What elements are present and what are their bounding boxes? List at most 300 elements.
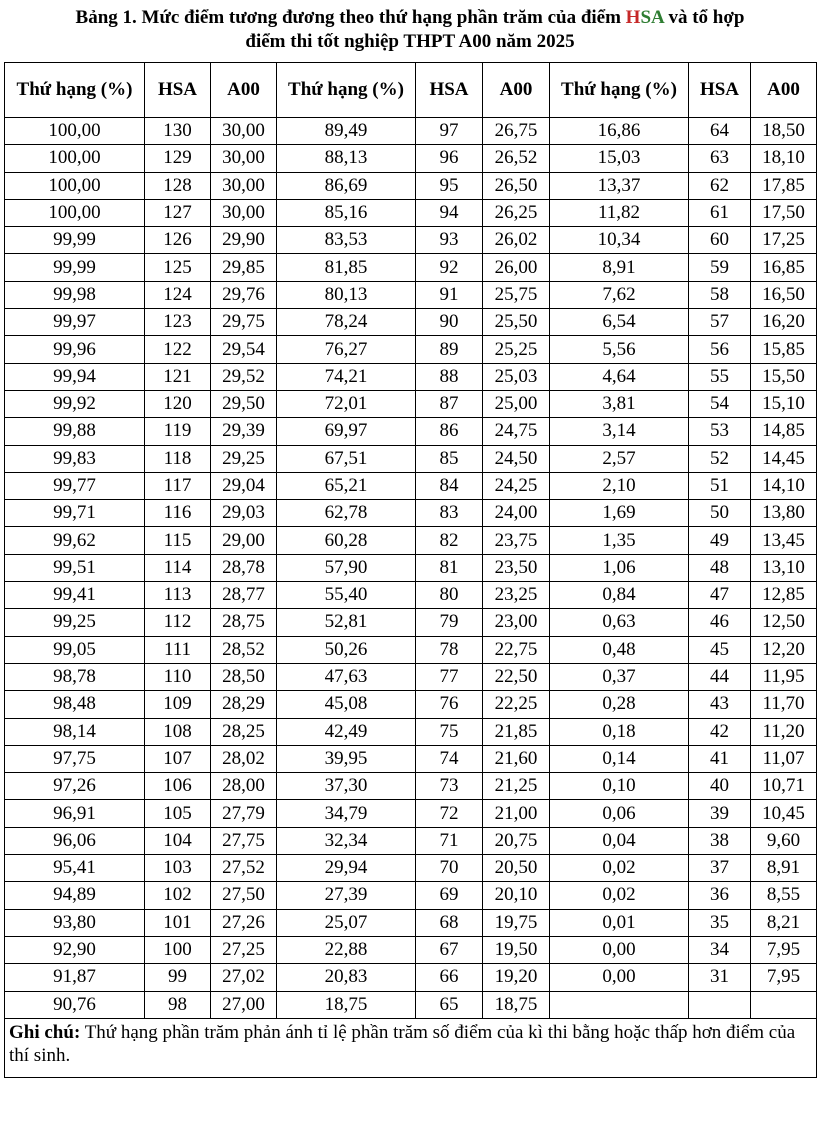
table-cell: 6,54: [550, 309, 689, 336]
table-cell: 28,75: [211, 609, 277, 636]
table-cell: 26,75: [483, 118, 550, 145]
table-cell: 29,76: [211, 281, 277, 308]
table-cell: 99,98: [5, 281, 145, 308]
table-cell: 124: [145, 281, 211, 308]
table-cell: 99,99: [5, 254, 145, 281]
table-cell: 26,52: [483, 145, 550, 172]
table-cell: 44: [689, 663, 751, 690]
table-cell: 52,81: [277, 609, 416, 636]
table-cell: 59: [689, 254, 751, 281]
table-cell: 63: [689, 145, 751, 172]
table-cell: 99,96: [5, 336, 145, 363]
table-cell: 0,00: [550, 936, 689, 963]
table-cell: 28,78: [211, 554, 277, 581]
table-cell: 53: [689, 418, 751, 445]
table-cell: 78: [416, 636, 483, 663]
table-row: [5, 554, 817, 581]
table-cell: 40: [689, 773, 751, 800]
table-cell: 64: [689, 118, 751, 145]
table-cell: 0,37: [550, 663, 689, 690]
table-cell: 121: [145, 363, 211, 390]
table-cell: 22,75: [483, 636, 550, 663]
table-cell: 81,85: [277, 254, 416, 281]
table-cell: 16,20: [751, 309, 817, 336]
table-cell: 29,25: [211, 445, 277, 472]
table-cell: 104: [145, 827, 211, 854]
table-cell: 16,86: [550, 118, 689, 145]
table-cell: 1,35: [550, 527, 689, 554]
table-cell: 75: [416, 718, 483, 745]
table-cell: 31: [689, 964, 751, 991]
header-hsa: HSA: [689, 63, 751, 118]
table-cell: 109: [145, 691, 211, 718]
table-cell: 0,63: [550, 609, 689, 636]
table-cell: 27,50: [211, 882, 277, 909]
table-cell: 93,80: [5, 909, 145, 936]
table-cell: 26,50: [483, 172, 550, 199]
table-cell: 29,54: [211, 336, 277, 363]
table-cell: 32,34: [277, 827, 416, 854]
table-cell: 7,95: [751, 964, 817, 991]
table-cell: 0,18: [550, 718, 689, 745]
note-row: [5, 1018, 817, 1077]
table-cell: 90: [416, 309, 483, 336]
table-header-row: [5, 63, 817, 118]
table-cell: 0,10: [550, 773, 689, 800]
table-cell: 99,51: [5, 554, 145, 581]
table-cell: 18,75: [483, 991, 550, 1018]
table-cell: 13,10: [751, 554, 817, 581]
table-cell: 27,75: [211, 827, 277, 854]
table-cell: 27,25: [211, 936, 277, 963]
table-cell: 8,91: [751, 855, 817, 882]
table-cell: 69,97: [277, 418, 416, 445]
table-cell: 21,00: [483, 800, 550, 827]
table-cell: 99,94: [5, 363, 145, 390]
table-row: [5, 663, 817, 690]
table-row: [5, 745, 817, 772]
table-cell: 24,75: [483, 418, 550, 445]
table-cell: 92,90: [5, 936, 145, 963]
table-row: [5, 718, 817, 745]
table-cell: 12,50: [751, 609, 817, 636]
table-row: [5, 609, 817, 636]
hsa-letter-s: S: [640, 7, 652, 28]
table-cell: 13,37: [550, 172, 689, 199]
table-cell: 97: [416, 118, 483, 145]
table-cell: 24,00: [483, 500, 550, 527]
table-cell: 21,85: [483, 718, 550, 745]
table-cell: 23,00: [483, 609, 550, 636]
table-row: [5, 472, 817, 499]
table-cell: 29,90: [211, 227, 277, 254]
table-cell: 72,01: [277, 390, 416, 417]
table-cell: 28,77: [211, 582, 277, 609]
table-row: [5, 500, 817, 527]
table-cell: 4,64: [550, 363, 689, 390]
table-row: [5, 336, 817, 363]
table-cell: 11,07: [751, 745, 817, 772]
table-cell: 80,13: [277, 281, 416, 308]
table-cell: 90,76: [5, 991, 145, 1018]
table-cell: 16,85: [751, 254, 817, 281]
table-cell: 26,02: [483, 227, 550, 254]
table-row: [5, 145, 817, 172]
table-cell: 82: [416, 527, 483, 554]
table-cell: 76: [416, 691, 483, 718]
table-cell: 25,75: [483, 281, 550, 308]
table-cell: 15,85: [751, 336, 817, 363]
table-cell: 29,00: [211, 527, 277, 554]
table-cell: 45: [689, 636, 751, 663]
table-cell: 117: [145, 472, 211, 499]
table-cell: 99,92: [5, 390, 145, 417]
table-row: [5, 390, 817, 417]
table-cell: 102: [145, 882, 211, 909]
table-cell: 72: [416, 800, 483, 827]
table-cell: 39,95: [277, 745, 416, 772]
table-cell: 46: [689, 609, 751, 636]
table-cell: [550, 991, 689, 1018]
table-row: [5, 418, 817, 445]
table-cell: 67: [416, 936, 483, 963]
table-cell: 93: [416, 227, 483, 254]
table-cell: 129: [145, 145, 211, 172]
table-cell: 1,06: [550, 554, 689, 581]
table-cell: 86,69: [277, 172, 416, 199]
table-cell: 86: [416, 418, 483, 445]
table-cell: 39: [689, 800, 751, 827]
table-cell: 28,02: [211, 745, 277, 772]
table-cell: 17,85: [751, 172, 817, 199]
table-cell: 55: [689, 363, 751, 390]
note-text: Thứ hạng phần trăm phản ánh tỉ lệ phần trăm số điểm của kì thi bằng hoặc thấp hơn điểm của thí sinh.: [9, 1021, 796, 1066]
table-cell: 119: [145, 418, 211, 445]
table-row: [5, 936, 817, 963]
table-cell: 42: [689, 718, 751, 745]
table-cell: 10,45: [751, 800, 817, 827]
table-cell: 41: [689, 745, 751, 772]
table-cell: 27,52: [211, 855, 277, 882]
table-cell: 20,50: [483, 855, 550, 882]
table-cell: 0,02: [550, 882, 689, 909]
table-cell: 99,83: [5, 445, 145, 472]
table-cell: 94: [416, 199, 483, 226]
table-cell: 12,20: [751, 636, 817, 663]
table-cell: 12,85: [751, 582, 817, 609]
table-cell: 30,00: [211, 199, 277, 226]
table-cell: 21,60: [483, 745, 550, 772]
table-cell: 20,10: [483, 882, 550, 909]
table-cell: 68: [416, 909, 483, 936]
table-row: [5, 172, 817, 199]
table-cell: 11,95: [751, 663, 817, 690]
table-cell: 38: [689, 827, 751, 854]
table-cell: 10,71: [751, 773, 817, 800]
table-cell: 28,29: [211, 691, 277, 718]
table-body: [5, 118, 817, 1019]
table-cell: 120: [145, 390, 211, 417]
table-cell: 125: [145, 254, 211, 281]
table-cell: 62: [689, 172, 751, 199]
table-cell: 88: [416, 363, 483, 390]
table-cell: 127: [145, 199, 211, 226]
table-cell: 25,25: [483, 336, 550, 363]
table-cell: 34,79: [277, 800, 416, 827]
table-cell: 22,25: [483, 691, 550, 718]
table-row: [5, 281, 817, 308]
table-cell: 83: [416, 500, 483, 527]
table-row: [5, 227, 817, 254]
table-cell: 99,88: [5, 418, 145, 445]
table-cell: 25,07: [277, 909, 416, 936]
table-cell: 114: [145, 554, 211, 581]
table-cell: 50: [689, 500, 751, 527]
table-cell: 29,94: [277, 855, 416, 882]
table-cell: [689, 991, 751, 1018]
table-cell: 99,99: [5, 227, 145, 254]
table-cell: 23,75: [483, 527, 550, 554]
table-cell: 116: [145, 500, 211, 527]
table-cell: 34: [689, 936, 751, 963]
table-cell: 60,28: [277, 527, 416, 554]
table-cell: 74: [416, 745, 483, 772]
table-row: [5, 363, 817, 390]
table-cell: 123: [145, 309, 211, 336]
table-cell: 2,57: [550, 445, 689, 472]
table-cell: 0,14: [550, 745, 689, 772]
table-cell: 48: [689, 554, 751, 581]
table-cell: 78,24: [277, 309, 416, 336]
table-cell: 30,00: [211, 118, 277, 145]
table-cell: 28,00: [211, 773, 277, 800]
table-cell: 25,00: [483, 390, 550, 417]
title-line-1: Bảng 1. Mức điểm tương đương theo thứ hạng phần trăm của điểm HSA và tổ hợp: [75, 7, 745, 28]
table-cell: 0,00: [550, 964, 689, 991]
header-hsa: HSA: [416, 63, 483, 118]
table-cell: 50,26: [277, 636, 416, 663]
table-cell: 77: [416, 663, 483, 690]
table-row: [5, 800, 817, 827]
table-row: [5, 309, 817, 336]
table-cell: 19,20: [483, 964, 550, 991]
header-a00: A00: [751, 63, 817, 118]
table-cell: 71: [416, 827, 483, 854]
table-cell: 20,75: [483, 827, 550, 854]
table-cell: 0,28: [550, 691, 689, 718]
table-cell: 97,26: [5, 773, 145, 800]
table-cell: 7,62: [550, 281, 689, 308]
table-cell: 47: [689, 582, 751, 609]
table-cell: 89: [416, 336, 483, 363]
table-cell: 113: [145, 582, 211, 609]
table-cell: 65: [416, 991, 483, 1018]
table-cell: 56: [689, 336, 751, 363]
table-cell: 37: [689, 855, 751, 882]
table-cell: 100,00: [5, 199, 145, 226]
table-cell: 49: [689, 527, 751, 554]
table-cell: 94,89: [5, 882, 145, 909]
table-cell: 27,39: [277, 882, 416, 909]
table-cell: 107: [145, 745, 211, 772]
table-cell: 43: [689, 691, 751, 718]
table-cell: 13,45: [751, 527, 817, 554]
table-cell: 14,85: [751, 418, 817, 445]
table-cell: 1,69: [550, 500, 689, 527]
table-row: [5, 882, 817, 909]
table-cell: 24,25: [483, 472, 550, 499]
table-cell: 92: [416, 254, 483, 281]
table-cell: 7,95: [751, 936, 817, 963]
table-cell: 19,50: [483, 936, 550, 963]
table-cell: 95,41: [5, 855, 145, 882]
title-line-2: điểm thi tốt nghiệp THPT A00 năm 2025: [245, 31, 575, 52]
table-cell: 105: [145, 800, 211, 827]
table-cell: 69: [416, 882, 483, 909]
table-cell: 24,50: [483, 445, 550, 472]
table-cell: 115: [145, 527, 211, 554]
table-cell: 30,00: [211, 145, 277, 172]
table-cell: 13,80: [751, 500, 817, 527]
table-cell: 8,91: [550, 254, 689, 281]
table-cell: 99,77: [5, 472, 145, 499]
table-cell: 99,97: [5, 309, 145, 336]
table-cell: 3,14: [550, 418, 689, 445]
table-cell: 98: [145, 991, 211, 1018]
table-cell: 3,81: [550, 390, 689, 417]
table-cell: 99,05: [5, 636, 145, 663]
table-cell: 11,20: [751, 718, 817, 745]
table-cell: 29,75: [211, 309, 277, 336]
table-cell: 14,10: [751, 472, 817, 499]
table-cell: 130: [145, 118, 211, 145]
table-cell: 84: [416, 472, 483, 499]
table-cell: 19,75: [483, 909, 550, 936]
table-cell: 17,50: [751, 199, 817, 226]
table-cell: 79: [416, 609, 483, 636]
table-cell: 36: [689, 882, 751, 909]
table-cell: 70: [416, 855, 483, 882]
table-cell: 18,75: [277, 991, 416, 1018]
table-cell: 15,10: [751, 390, 817, 417]
header-rank: Thứ hạng (%): [277, 63, 416, 118]
table-cell: 111: [145, 636, 211, 663]
table-cell: 95: [416, 172, 483, 199]
table-cell: 91: [416, 281, 483, 308]
table-cell: 28,25: [211, 718, 277, 745]
table-title: [0, 6, 820, 54]
table-cell: 27,26: [211, 909, 277, 936]
table-cell: 85: [416, 445, 483, 472]
table-cell: 83,53: [277, 227, 416, 254]
table-cell: 45,08: [277, 691, 416, 718]
table-cell: 110: [145, 663, 211, 690]
table-cell: 30,00: [211, 172, 277, 199]
table-cell: 54: [689, 390, 751, 417]
table-cell: 98,14: [5, 718, 145, 745]
table-cell: 16,50: [751, 281, 817, 308]
table-cell: 2,10: [550, 472, 689, 499]
table-cell: 27,02: [211, 964, 277, 991]
table-cell: 89,49: [277, 118, 416, 145]
table-cell: 25,03: [483, 363, 550, 390]
table-cell: 55,40: [277, 582, 416, 609]
table-cell: 0,02: [550, 855, 689, 882]
table-cell: [751, 991, 817, 1018]
table-cell: 29,03: [211, 500, 277, 527]
table-cell: 97,75: [5, 745, 145, 772]
table-row: [5, 254, 817, 281]
table-cell: 29,50: [211, 390, 277, 417]
table-cell: 27,00: [211, 991, 277, 1018]
table-cell: 0,01: [550, 909, 689, 936]
table-cell: 91,87: [5, 964, 145, 991]
table-cell: 73: [416, 773, 483, 800]
table-cell: 76,27: [277, 336, 416, 363]
header-a00: A00: [483, 63, 550, 118]
table-cell: 18,10: [751, 145, 817, 172]
table-cell: 61: [689, 199, 751, 226]
table-cell: 100,00: [5, 172, 145, 199]
header-rank: Thứ hạng (%): [5, 63, 145, 118]
table-row: [5, 636, 817, 663]
table-cell: 8,55: [751, 882, 817, 909]
hsa-letter-a: A: [651, 7, 664, 28]
table-cell: 14,45: [751, 445, 817, 472]
table-cell: 67,51: [277, 445, 416, 472]
table-cell: 128: [145, 172, 211, 199]
table-cell: 100,00: [5, 145, 145, 172]
table-cell: 122: [145, 336, 211, 363]
header-a00: A00: [211, 63, 277, 118]
table-cell: 99: [145, 964, 211, 991]
header-rank: Thứ hạng (%): [550, 63, 689, 118]
table-cell: 25,50: [483, 309, 550, 336]
table-cell: 98,48: [5, 691, 145, 718]
note-label: Ghi chú:: [9, 1021, 81, 1043]
table-cell: 60: [689, 227, 751, 254]
note-cell: [5, 1018, 817, 1077]
table-cell: 11,82: [550, 199, 689, 226]
table-cell: 37,30: [277, 773, 416, 800]
table-cell: 27,79: [211, 800, 277, 827]
table-cell: 51: [689, 472, 751, 499]
table-row: [5, 691, 817, 718]
table-cell: 20,83: [277, 964, 416, 991]
table-cell: 18,50: [751, 118, 817, 145]
table-cell: 23,50: [483, 554, 550, 581]
table-cell: 74,21: [277, 363, 416, 390]
table-row: [5, 855, 817, 882]
table-row: [5, 773, 817, 800]
table-cell: 108: [145, 718, 211, 745]
table-row: [5, 827, 817, 854]
table-cell: 65,21: [277, 472, 416, 499]
table-cell: 28,50: [211, 663, 277, 690]
table-row: [5, 445, 817, 472]
table-cell: 0,84: [550, 582, 689, 609]
table-cell: 0,06: [550, 800, 689, 827]
table-cell: 0,48: [550, 636, 689, 663]
table-cell: 26,00: [483, 254, 550, 281]
table-row: [5, 964, 817, 991]
table-cell: 21,25: [483, 773, 550, 800]
table-cell: 35: [689, 909, 751, 936]
table-cell: 99,71: [5, 500, 145, 527]
table-cell: 5,56: [550, 336, 689, 363]
table-cell: 57,90: [277, 554, 416, 581]
table-cell: 99,41: [5, 582, 145, 609]
